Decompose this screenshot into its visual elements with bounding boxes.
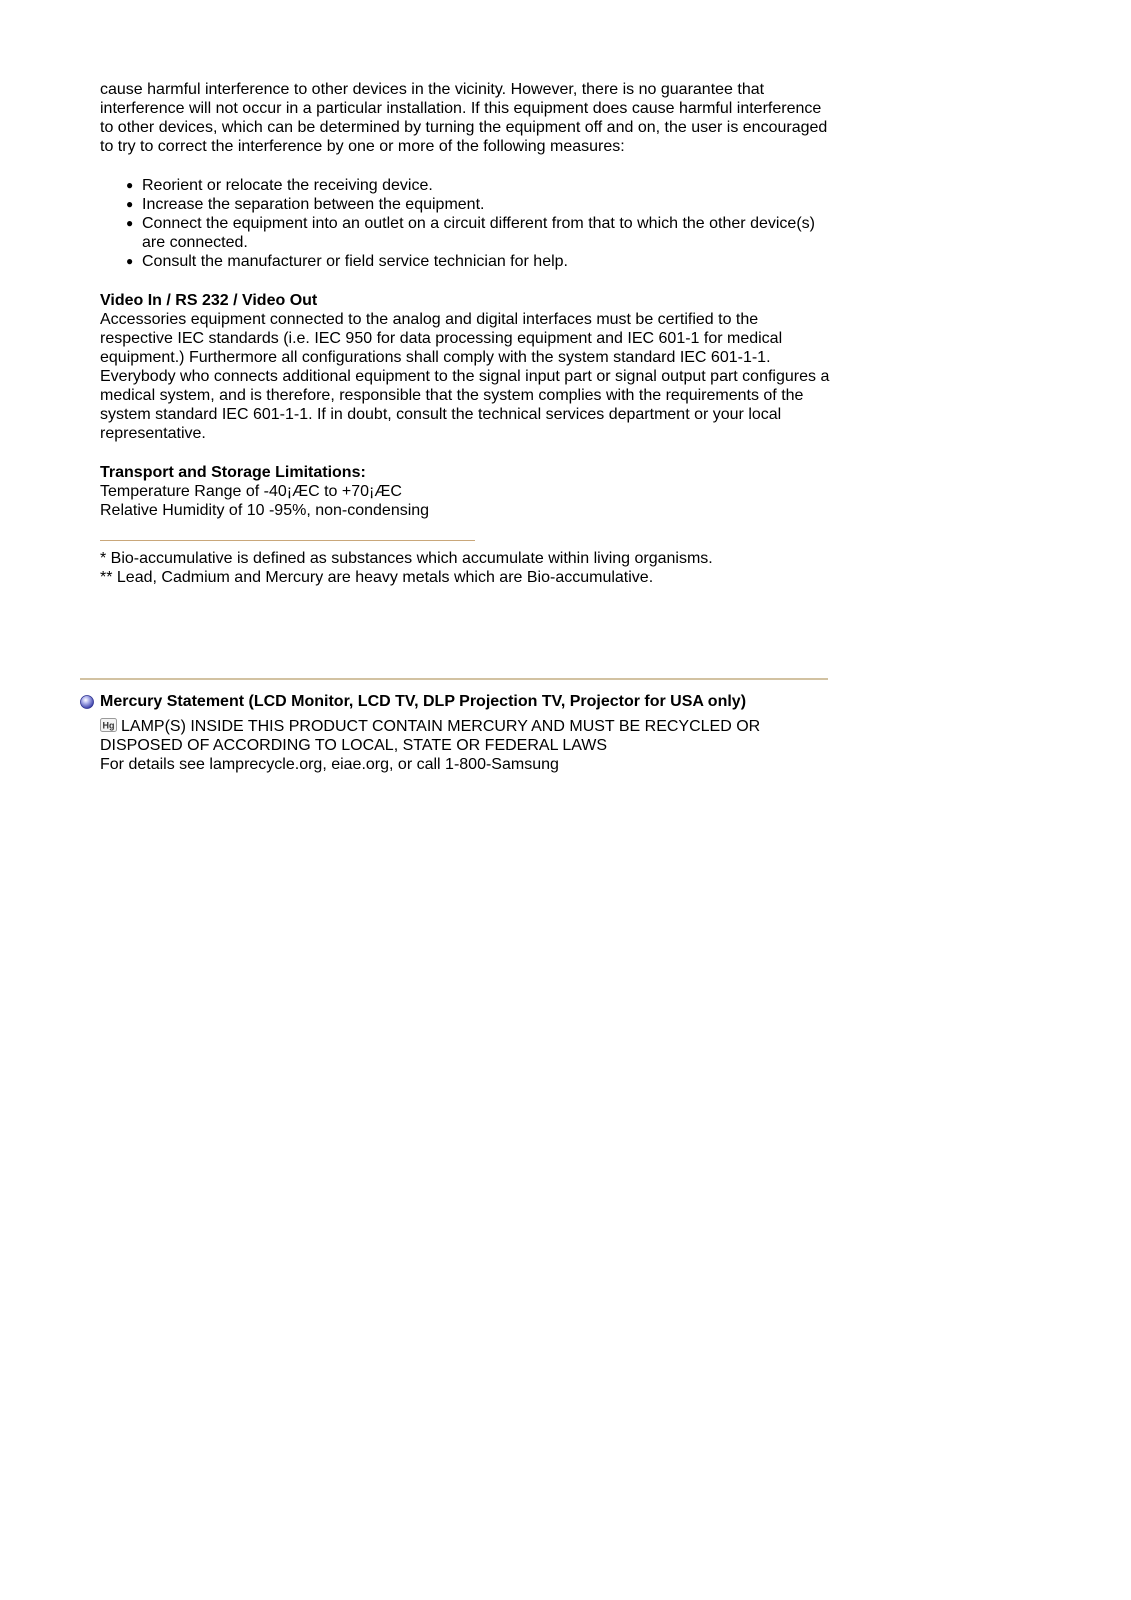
mercury-title-row	[80, 692, 840, 711]
mercury-details: For details see lamprecycle.org, eiae.org, or call 1-800-Samsung	[100, 756, 559, 773]
list-item: ● Connect the equipment into an outlet on a circuit different from that to which the other device(s) are connected.	[126, 215, 815, 251]
video-section-body: Accessories equipment connected to the analog and digital interfaces must be certified to the respective IEC standards (i.e. IEC 950 for data processing equipment and IEC 601-1 for medical equipment.) Furthermore all configurations shall comply with the system standard IEC 601-1-1. Everybody who connects additional equipment to the signal input part or signal output part configures a medical system, and is therefore, responsible that the system complies with the requirements of the system standard IEC 601-1-1. If in doubt, consult the technical services department or your local representative.	[100, 311, 830, 442]
section-divider	[80, 678, 828, 680]
mercury-section-title: Mercury Statement (LCD Monitor, LCD TV, DLP Projection TV, Projector for USA only)	[100, 693, 747, 710]
document-body	[100, 80, 830, 587]
transport-section-heading: Transport and Storage Limitations:	[100, 464, 366, 481]
footnote-divider	[100, 540, 475, 541]
svg-text:Hg: Hg	[102, 720, 115, 731]
footnotes	[100, 549, 830, 587]
mercury-section	[80, 692, 840, 774]
disc-bullet-icon: ●	[126, 178, 134, 192]
hg-icon	[100, 718, 117, 732]
mercury-section-body	[100, 717, 840, 774]
orb-bullet-icon	[80, 695, 94, 709]
footnote-heavy-metals: ** Lead, Cadmium and Mercury are heavy metals which are Bio-accumulative.	[100, 569, 654, 586]
disc-bullet-icon: ●	[126, 197, 134, 211]
list-item: ● Increase the separation between the equipment.	[126, 196, 485, 213]
list-item: ● Reorient or relocate the receiving device.	[126, 177, 433, 194]
disc-bullet-icon: ●	[126, 254, 134, 268]
disc-bullet-icon: ●	[126, 216, 134, 230]
video-section-heading: Video In / RS 232 / Video Out	[100, 292, 318, 309]
temperature-range: Temperature Range of -40¡ÆC to +70¡ÆC	[100, 483, 402, 500]
list-item: ● Consult the manufacturer or field service technician for help.	[126, 253, 568, 270]
measures-list	[100, 176, 830, 271]
humidity-range: Relative Humidity of 10 -95%, non-condensing	[100, 502, 430, 519]
video-section	[100, 291, 830, 443]
intro-paragraph: cause harmful interference to other devices in the vicinity. However, there is no guarantee that interference will not occur in a particular installation. If this equipment does cause harmful interference to other devices, which can be determined by turning the equipment off and on, the user is encouraged to try to correct the interference by one or more of the following measures:	[100, 81, 828, 155]
footnote-bio-accumulative: * Bio-accumulative is defined as substances which accumulate within living organisms.	[100, 550, 713, 567]
transport-section	[100, 463, 830, 520]
mercury-warning: LAMP(S) INSIDE THIS PRODUCT CONTAIN MERCURY AND MUST BE RECYCLED OR DISPOSED OF ACCORDING TO LOCAL, STATE OR FEDERAL LAWS	[100, 718, 761, 754]
